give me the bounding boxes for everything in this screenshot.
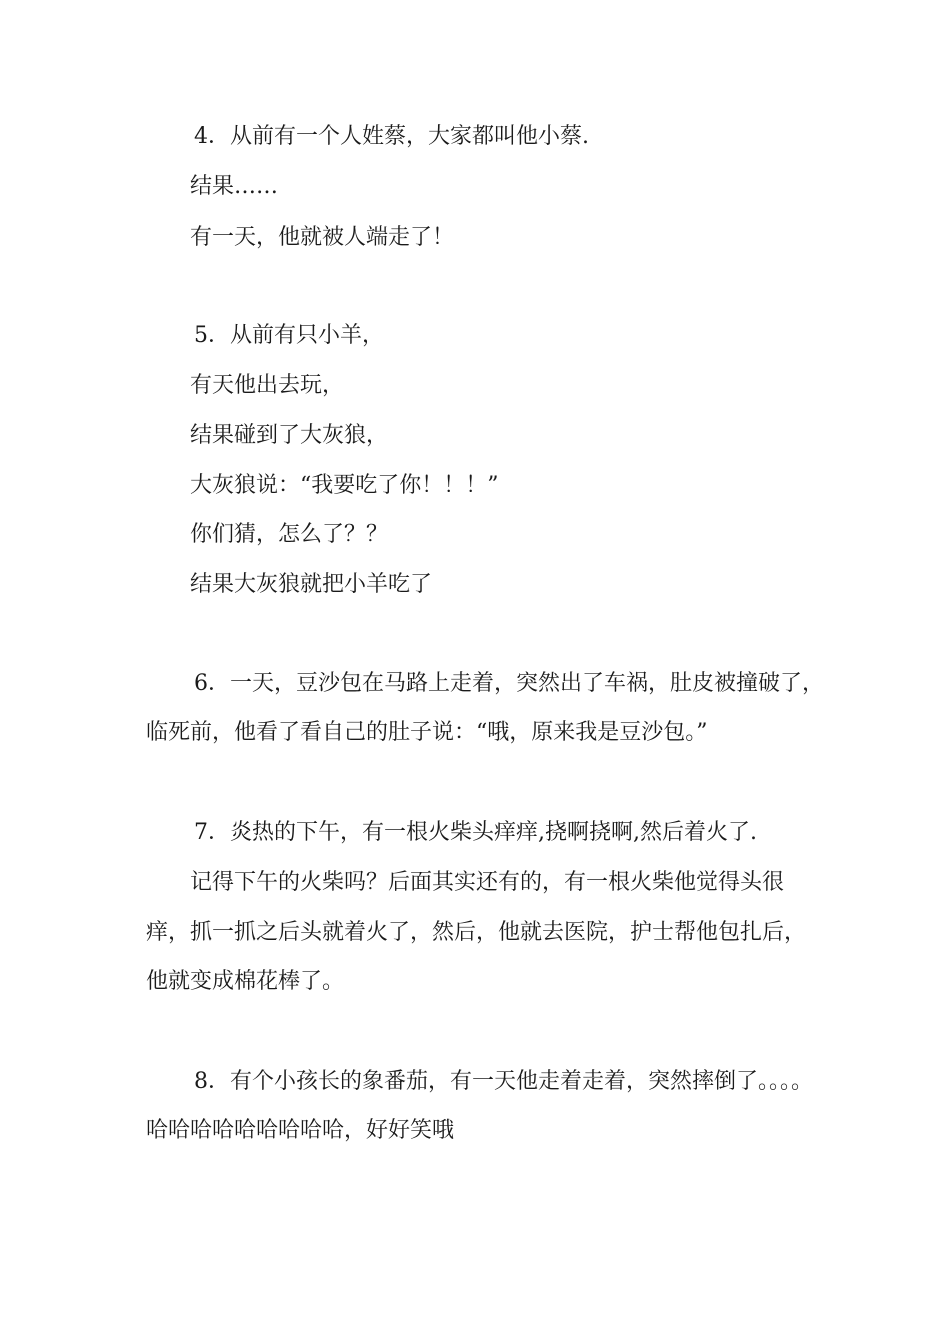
joke-8-line-2: 哈哈哈哈哈哈哈哈哈，好好笑哦 xyxy=(146,1118,455,1143)
joke-7-line-4: 他就变成棉花棒了。 xyxy=(146,969,345,994)
joke-7-line-1: 7．炎热的下午，有一根火柴头痒痒,挠啊挠啊,然后着火了. xyxy=(194,820,757,845)
joke-8-line-1: 8．有个小孩长的象番茄，有一天他走着走着，突然摔倒了。。。。 xyxy=(194,1069,813,1094)
joke-6-line-1: 6．一天，豆沙包在马路上走着，突然出了车祸，肚皮被撞破了， xyxy=(194,671,824,696)
joke-7-line-3: 痒，抓一抓之后头就着火了，然后，他就去医院，护士帮他包扎后， xyxy=(146,920,807,945)
joke-4-line-1: 4．从前有一个人姓蔡，大家都叫他小蔡. xyxy=(194,124,589,149)
joke-7-line-2: 记得下午的火柴吗？后面其实还有的，有一根火柴他觉得头很 xyxy=(190,870,785,895)
joke-5-line-6: 结果大灰狼就把小羊吃了 xyxy=(190,572,433,597)
joke-5-line-3: 结果碰到了大灰狼， xyxy=(190,423,389,448)
joke-6-line-2: 临死前，他看了看自己的肚子说：“哦，原来我是豆沙包。” xyxy=(146,720,708,745)
joke-5-line-5: 你们猜，怎么了？？ xyxy=(190,522,389,547)
joke-5-line-4: 大灰狼说：“我要吃了你！！！” xyxy=(190,473,499,498)
joke-4-line-2: 结果…… xyxy=(190,174,279,199)
joke-5-line-2: 有天他出去玩， xyxy=(190,373,345,398)
joke-5-line-1: 5．从前有只小羊， xyxy=(194,323,384,348)
joke-4-line-3: 有一天，他就被人端走了！ xyxy=(190,225,455,250)
